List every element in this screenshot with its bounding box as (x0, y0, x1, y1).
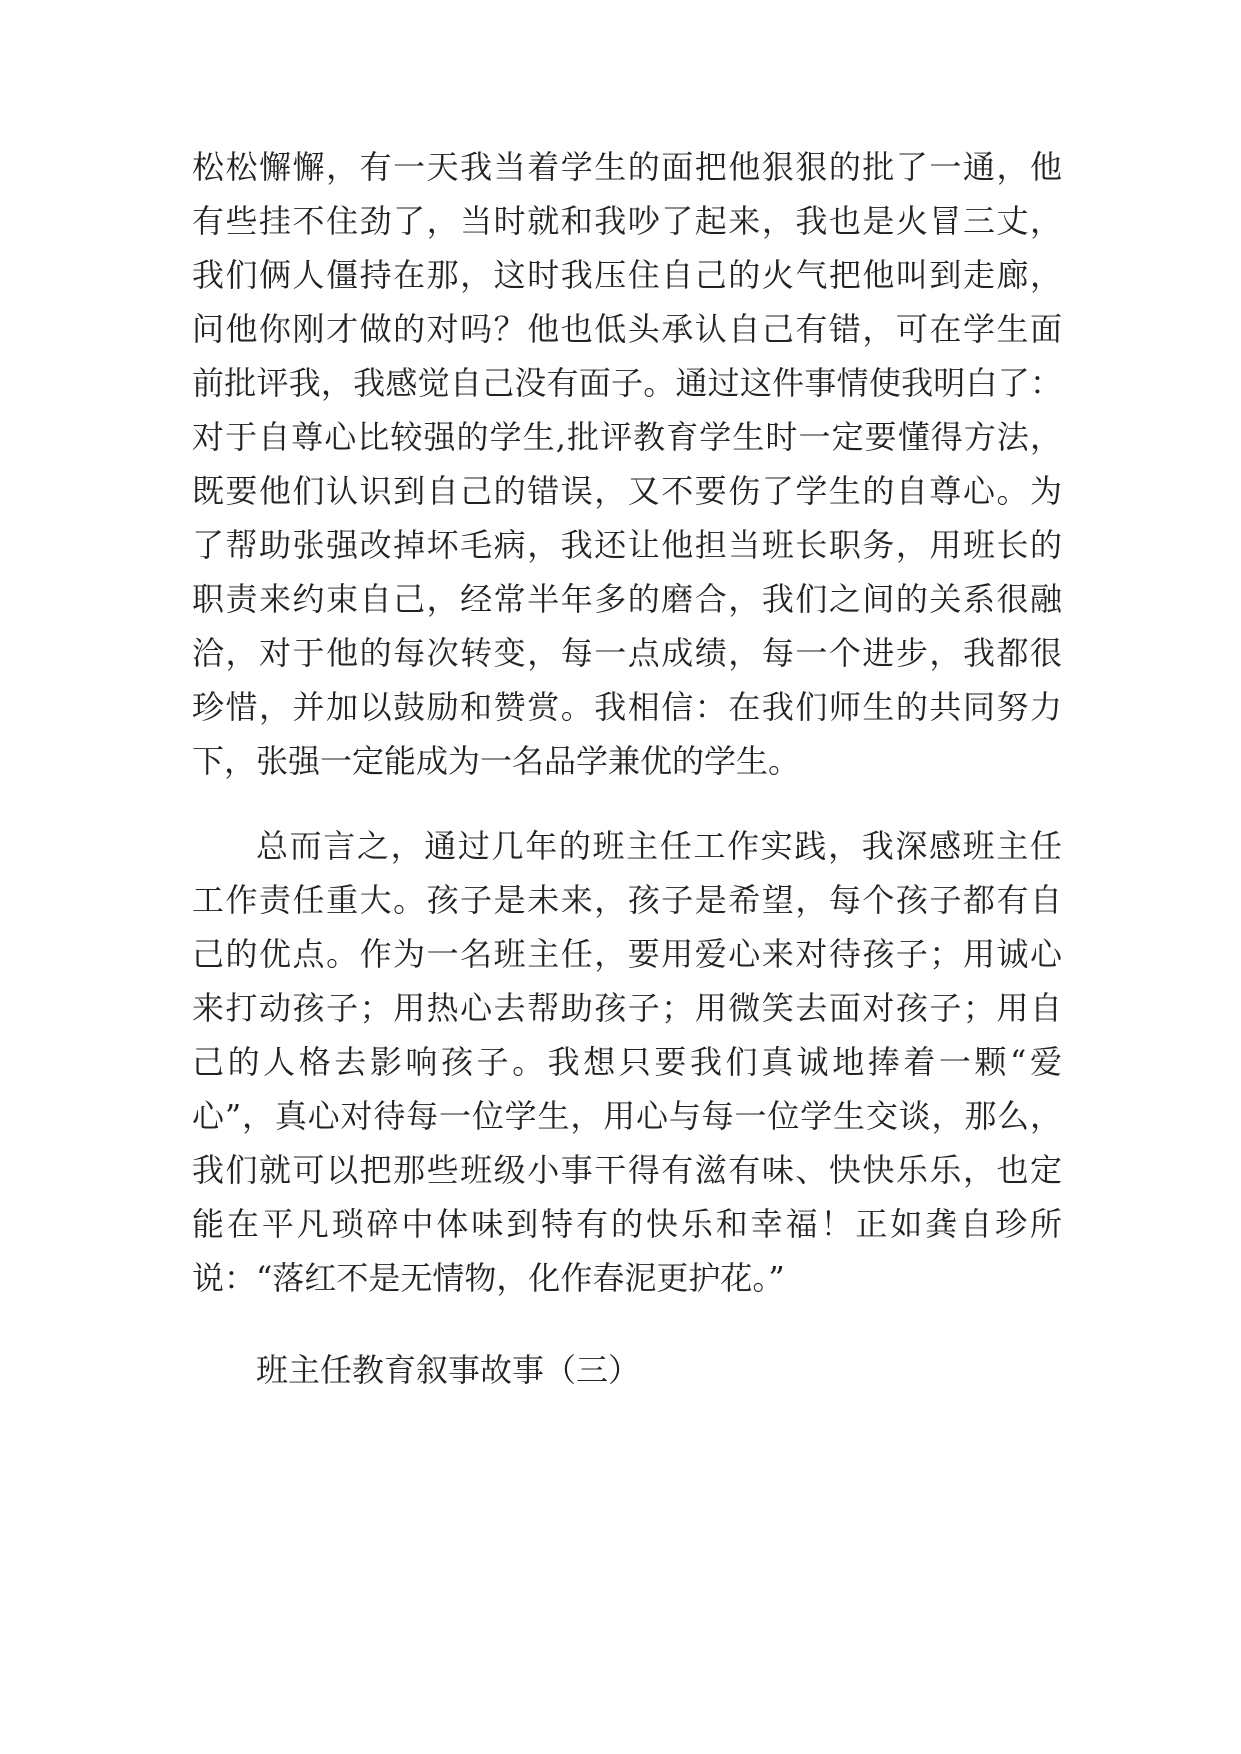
paragraph-2-line: 总而言之，通过几年的班主任工作实践，我深感班主任 (256, 827, 1062, 865)
paragraph-1-line: 既要他们认识到自己的错误，又不要伤了学生的自尊心。为 (192, 472, 1062, 510)
paragraph-1-line: 松松懈懈，有一天我当着学生的面把他狠狠的批了一通，他 (192, 148, 1062, 186)
paragraph-1-line: 对于自尊心比较强的学生,批评教育学生时一定要懂得方法， (192, 418, 1062, 456)
paragraph-2-line: 说：“落红不是无情物，化作春泥更护花。” (192, 1259, 785, 1297)
paragraph-1-line: 前批评我，我感觉自己没有面子。通过这件事情使我明白了： (192, 364, 1062, 402)
paragraph-1-line: 职责来约束自己，经常半年多的磨合，我们之间的关系很融 (192, 580, 1062, 618)
paragraph-1-line: 珍惜，并加以鼓励和赞赏。我相信：在我们师生的共同努力 (192, 688, 1062, 726)
paragraph-2-line: 工作责任重大。孩子是未来，孩子是希望，每个孩子都有自 (192, 881, 1062, 919)
paragraph-1-line: 洽，对于他的每次转变，每一点成绩，每一个进步，我都很 (192, 634, 1062, 672)
section-heading: 班主任教育叙事故事（三） (256, 1351, 641, 1389)
paragraph-1-line: 下，张强一定能成为一名品学兼优的学生。 (192, 742, 801, 780)
paragraph-2-line: 我们就可以把那些班级小事干得有滋有味、快快乐乐，也定 (192, 1151, 1062, 1189)
paragraph-1-line: 问他你刚才做的对吗？他也低头承认自己有错，可在学生面 (192, 310, 1062, 348)
paragraph-2-line: 心”，真心对待每一位学生，用心与每一位学生交谈，那么， (192, 1097, 1062, 1135)
paragraph-1-line: 了帮助张强改掉坏毛病，我还让他担当班长职务，用班长的 (192, 526, 1062, 564)
paragraph-2-line: 己的优点。作为一名班主任，要用爱心来对待孩子；用诚心 (192, 935, 1062, 973)
paragraph-2-line: 能在平凡琐碎中体味到特有的快乐和幸福！正如龚自珍所 (192, 1205, 1062, 1243)
paragraph-1-line: 有些挂不住劲了，当时就和我吵了起来，我也是火冒三丈， (192, 202, 1062, 240)
paragraph-2-line: 己的人格去影响孩子。我想只要我们真诚地捧着一颗“爱 (192, 1043, 1062, 1081)
paragraph-1-line: 我们俩人僵持在那，这时我压住自己的火气把他叫到走廊， (192, 256, 1062, 294)
paragraph-2-line: 来打动孩子；用热心去帮助孩子；用微笑去面对孩子；用自 (192, 989, 1062, 1027)
